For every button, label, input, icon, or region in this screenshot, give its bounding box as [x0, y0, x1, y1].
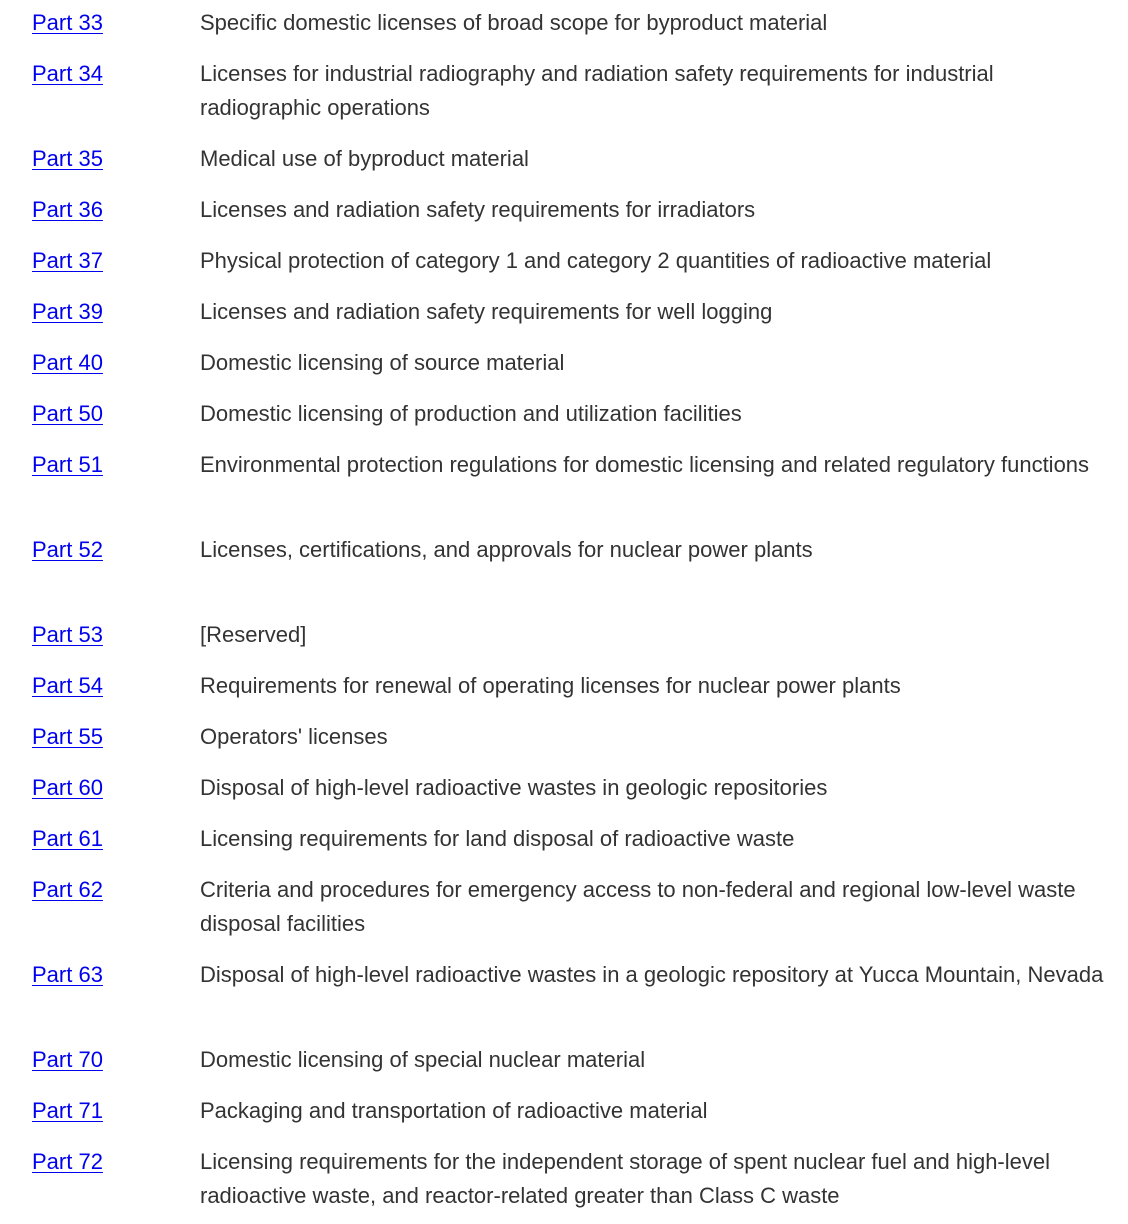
part-53-description: [Reserved]	[200, 622, 307, 647]
part-72-description: Licensing requirements for the independent storage of spent nuclear fuel and high-level radioactive waste, and reactor-related greater than Class C waste	[200, 1149, 1050, 1208]
part-52-description: Licenses, certifications, and approvals for nuclear power plants	[200, 537, 813, 562]
part-50-description: Domestic licensing of production and utilization facilities	[200, 401, 742, 426]
part-71-description: Packaging and transportation of radioactive material	[200, 1098, 708, 1123]
part-70-link[interactable]: Part 70	[32, 1047, 103, 1072]
part-54-link[interactable]: Part 54	[32, 673, 103, 698]
part-62-link[interactable]: Part 62	[32, 877, 103, 902]
part-55-description: Operators' licenses	[200, 724, 388, 749]
part-61-description: Licensing requirements for land disposal of radioactive waste	[200, 826, 795, 851]
part-35-link[interactable]: Part 35	[32, 146, 103, 171]
part-72-link[interactable]: Part 72	[32, 1149, 103, 1174]
part-50-link[interactable]: Part 50	[32, 401, 103, 426]
part-37-link[interactable]: Part 37	[32, 248, 103, 273]
part-61-link[interactable]: Part 61	[32, 826, 103, 851]
part-40-link[interactable]: Part 40	[32, 350, 103, 375]
part-34-link[interactable]: Part 34	[32, 61, 103, 86]
part-36-description: Licenses and radiation safety requirements for irradiators	[200, 197, 756, 222]
part-51-link[interactable]: Part 51	[32, 452, 103, 477]
part-70-description: Domestic licensing of special nuclear material	[200, 1047, 646, 1072]
part-63-description: Disposal of high-level radioactive wastes in a geologic repository at Yucca Mountain, Nevada	[200, 962, 1104, 987]
part-39-link[interactable]: Part 39	[32, 299, 103, 324]
part-60-description: Disposal of high-level radioactive wastes in geologic repositories	[200, 775, 828, 800]
part-34-description: Licenses for industrial radiography and radiation safety requirements for industrial radiographic operations	[200, 61, 994, 120]
part-63-link[interactable]: Part 63	[32, 962, 103, 987]
part-71-link[interactable]: Part 71	[32, 1098, 103, 1123]
part-33-description: Specific domestic licenses of broad scope for byproduct material	[200, 10, 828, 35]
part-60-link[interactable]: Part 60	[32, 775, 103, 800]
part-53-link[interactable]: Part 53	[32, 622, 103, 647]
part-54-description: Requirements for renewal of operating licenses for nuclear power plants	[200, 673, 901, 698]
part-51-description: Environmental protection regulations for domestic licensing and related regulatory functions	[200, 452, 1090, 477]
part-37-description: Physical protection of category 1 and category 2 quantities of radioactive material	[200, 248, 992, 273]
part-33-link[interactable]: Part 33	[32, 10, 103, 35]
part-35-description: Medical use of byproduct material	[200, 146, 529, 171]
part-55-link[interactable]: Part 55	[32, 724, 103, 749]
part-36-link[interactable]: Part 36	[32, 197, 103, 222]
part-39-description: Licenses and radiation safety requirements for well logging	[200, 299, 773, 324]
part-52-link[interactable]: Part 52	[32, 537, 103, 562]
part-62-description: Criteria and procedures for emergency access to non-federal and regional low-level waste disposal facilities	[200, 877, 1076, 936]
part-40-description: Domestic licensing of source material	[200, 350, 565, 375]
